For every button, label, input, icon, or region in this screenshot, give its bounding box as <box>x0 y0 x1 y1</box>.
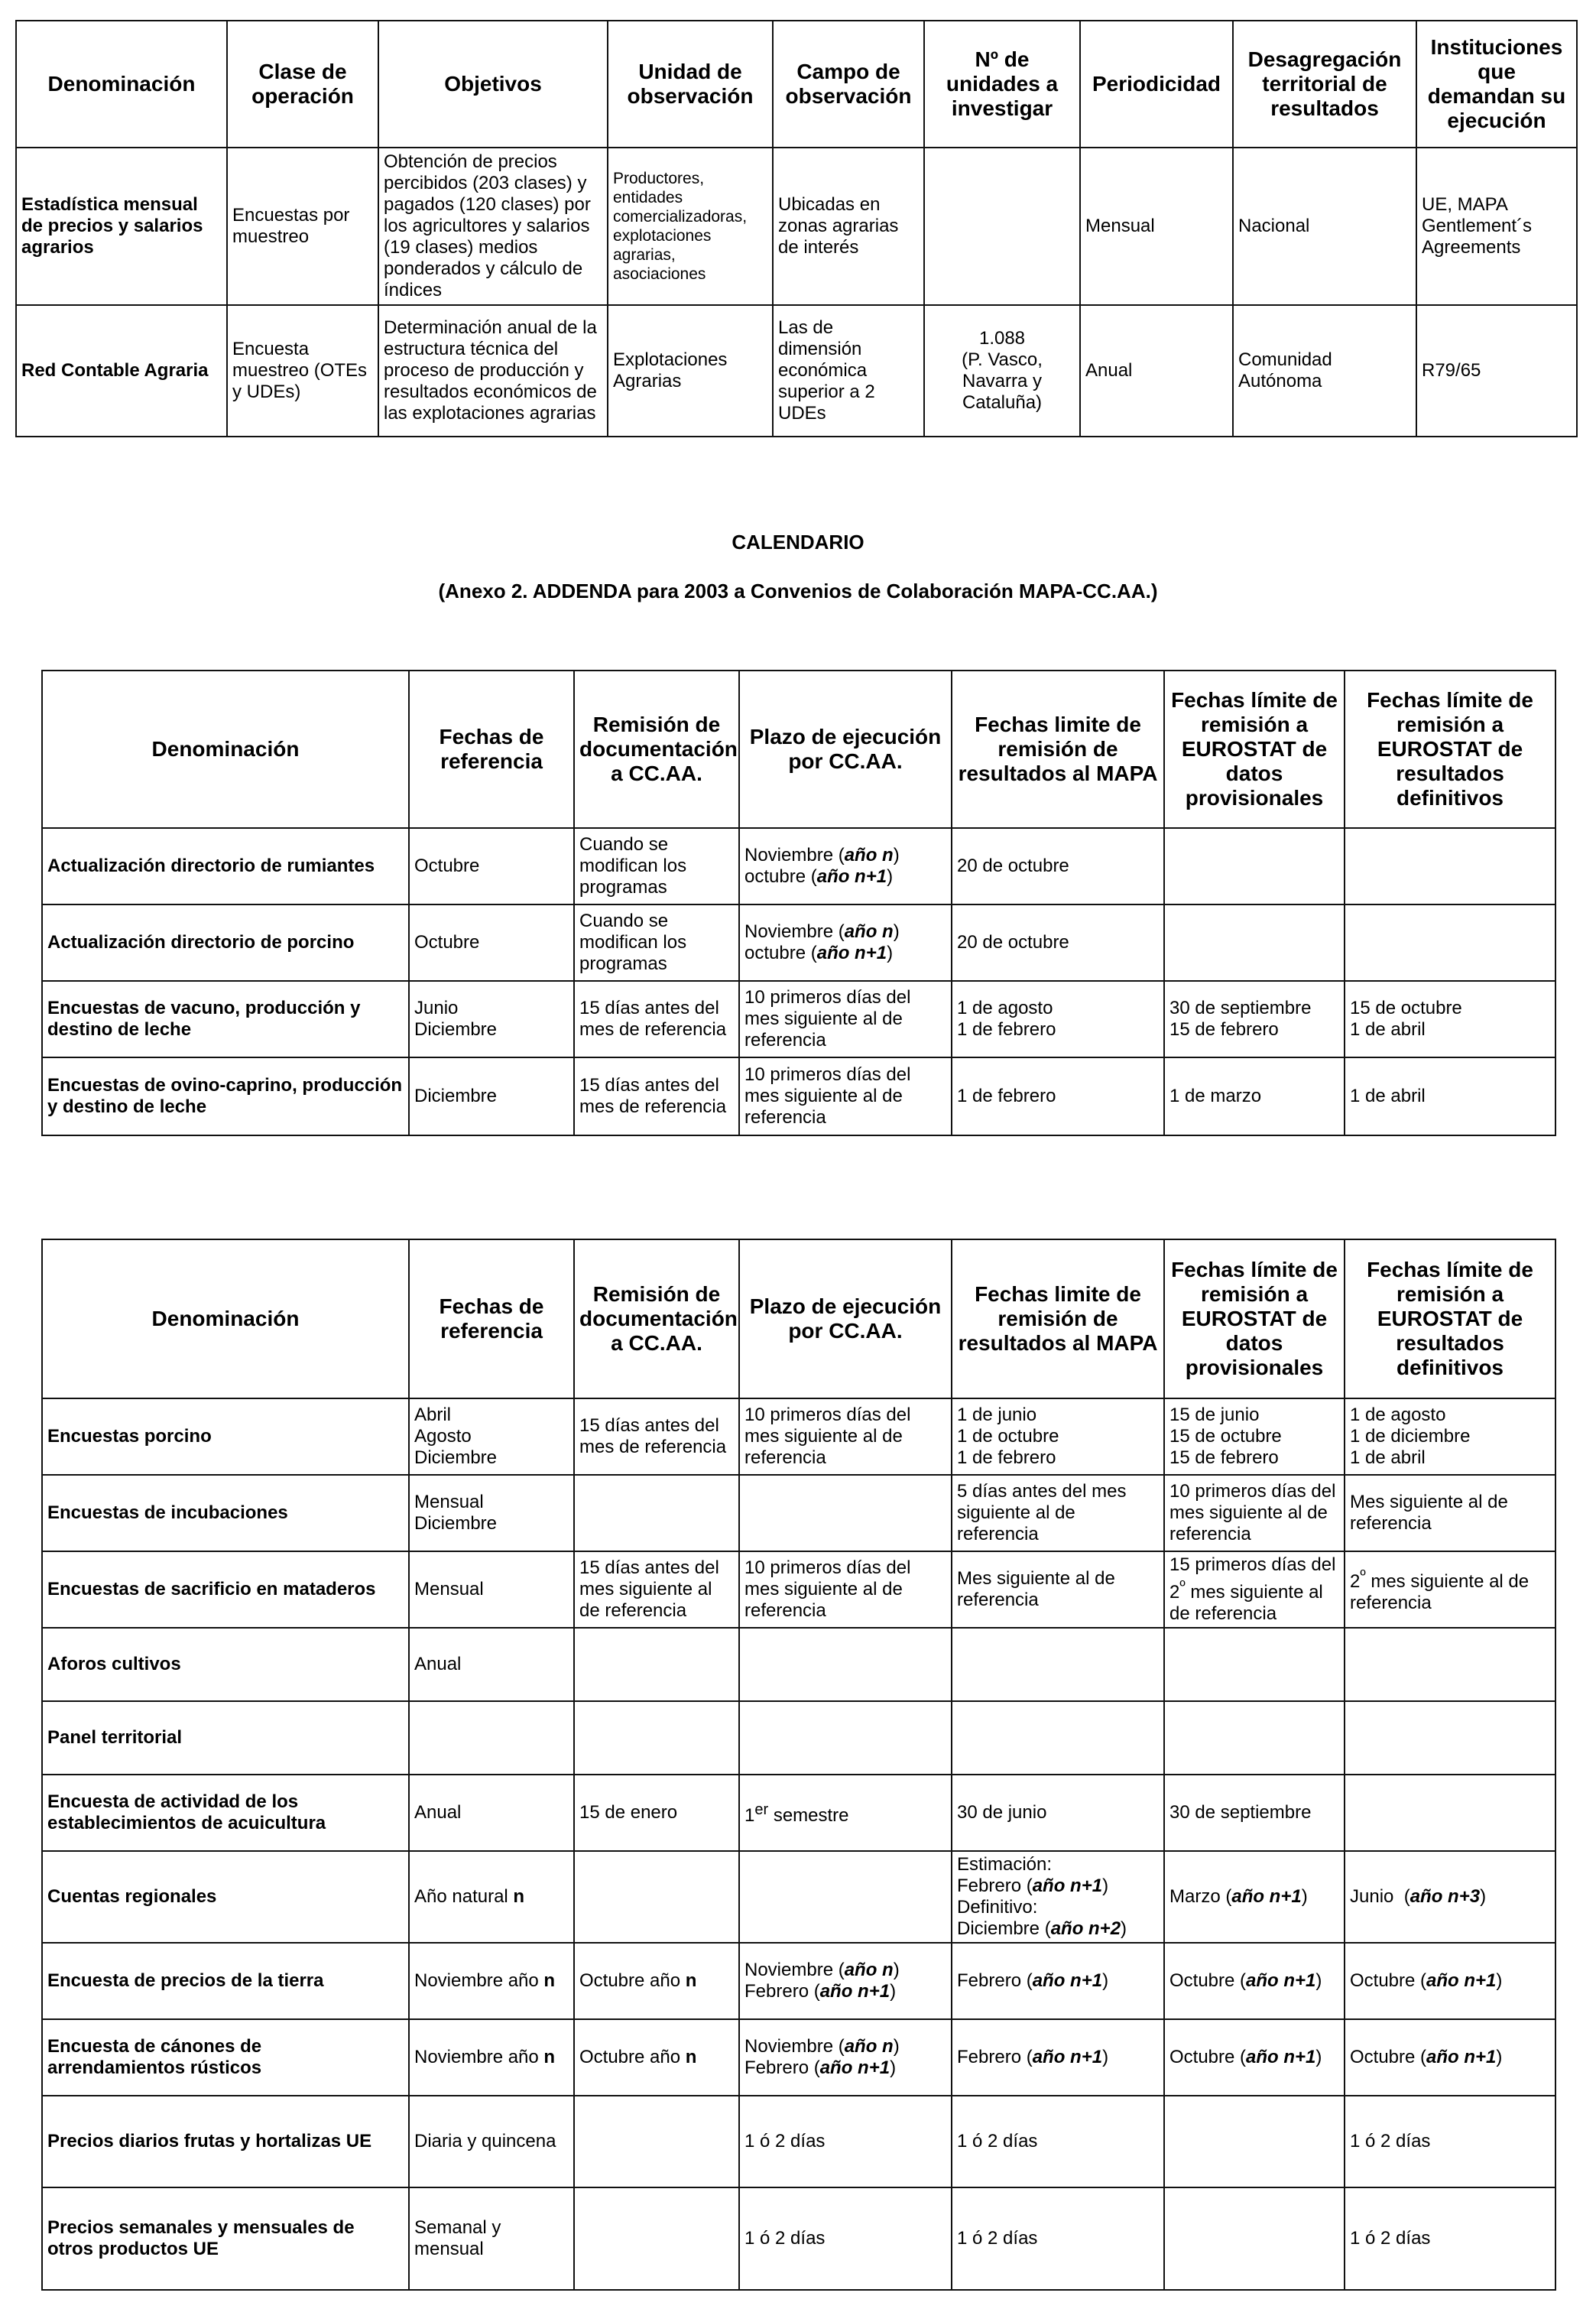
table-row <box>42 828 1555 904</box>
table2-header-row <box>42 671 1555 828</box>
table-cell: 1 de agosto 1 de diciembre 1 de abril <box>1345 1398 1555 1475</box>
table-cell <box>574 2096 739 2187</box>
row-denomination: Encuestas porcino <box>42 1398 409 1475</box>
table3-header: Remisión de documentación a CC.AA. <box>574 1239 739 1398</box>
row-denomination: Estadística mensual de precios y salarios agrarios <box>16 148 227 305</box>
table-cell: 1 ó 2 días <box>952 2096 1164 2187</box>
table-row <box>42 1398 1555 1475</box>
table-row <box>42 1057 1555 1135</box>
table-cell <box>1164 904 1345 981</box>
table-cell: Octubre <box>409 904 574 981</box>
table-cell <box>1164 2096 1345 2187</box>
table-cell <box>1345 1628 1555 1701</box>
row-denomination: Precios semanales y mensuales de otros productos UE <box>42 2187 409 2290</box>
table-cell: 5 días antes del mes siguiente al de referencia <box>952 1475 1164 1551</box>
table-cell: Semanal y mensual <box>409 2187 574 2290</box>
table-row <box>42 2187 1555 2290</box>
table1-header: Denominación <box>16 21 227 148</box>
table-cell: 1 ó 2 días <box>1345 2096 1555 2187</box>
table-cell: 15 días antes del mes de referencia <box>574 1057 739 1135</box>
table-cell: Anual <box>1080 305 1233 437</box>
row-denomination: Cuentas regionales <box>42 1851 409 1943</box>
row-denomination: Encuestas de ovino-caprino, producción y destino de leche <box>42 1057 409 1135</box>
table-cell: Determinación anual de la estructura técnica del proceso de producción y resultados económicos de las explotaciones agrarias <box>378 305 608 437</box>
table-cell: Octubre (año n+1) <box>1164 1943 1345 2019</box>
table-cell: Diaria y quincena <box>409 2096 574 2187</box>
cell-line: Febrero (año n+1) <box>957 1875 1109 1896</box>
table-cell: Octubre año n <box>574 2019 739 2096</box>
table1-header: Instituciones que demandan su ejecución <box>1416 21 1577 148</box>
table-cell: Mensual <box>1080 148 1233 305</box>
table-cell: Anual <box>409 1775 574 1851</box>
table-cell: 10 primeros días del mes siguiente al de referencia <box>1164 1475 1345 1551</box>
table3-header: Fechas limite de remisión de resultados al MAPA <box>952 1239 1164 1398</box>
table3-header: Fechas límite de remisión a EUROSTAT de datos provisionales <box>1164 1239 1345 1398</box>
table-cell <box>574 1701 739 1775</box>
table-cell: 1 de abril <box>1345 1057 1555 1135</box>
table-row <box>42 1851 1555 1943</box>
table-cell <box>739 1475 952 1551</box>
row-denomination: Encuesta de actividad de los establecimientos de acuicultura <box>42 1775 409 1851</box>
table2-header: Plazo de ejecución por CC.AA. <box>739 671 952 828</box>
table3-header: Fechas de referencia <box>409 1239 574 1398</box>
row-denomination: Encuestas de incubaciones <box>42 1475 409 1551</box>
table-cell: Febrero (año n+1) <box>952 1943 1164 2019</box>
table-cell <box>952 1701 1164 1775</box>
table-cell: 15 de junio 15 de octubre 15 de febrero <box>1164 1398 1345 1475</box>
table1-header: Unidad de observación <box>608 21 773 148</box>
table-cell <box>574 2187 739 2290</box>
table3-header: Plazo de ejecución por CC.AA. <box>739 1239 952 1398</box>
table-cell: 10 primeros días del mes siguiente al de referencia <box>739 981 952 1057</box>
table-cell <box>1345 828 1555 904</box>
table-cell: Noviembre (año n) octubre (año n+1) <box>739 828 952 904</box>
table-cell: Explotaciones Agrarias <box>608 305 773 437</box>
table-cell: Mes siguiente al de referencia <box>952 1551 1164 1628</box>
table-cell: Octubre (año n+1) <box>1345 2019 1555 2096</box>
table-cell: 10 primeros días del mes siguiente al de referencia <box>739 1551 952 1628</box>
calendar-subtitle: (Anexo 2. ADDENDA para 2003 a Convenios de Colaboración MAPA-CC.AA.) <box>438 580 1158 602</box>
table-cell: 15 días antes del mes de referencia <box>574 1398 739 1475</box>
table-cell: Diciembre <box>409 1057 574 1135</box>
row-denomination: Aforos cultivos <box>42 1628 409 1701</box>
table-cell <box>739 1701 952 1775</box>
table2-header: Fechas límite de remisión a EUROSTAT de resultados definitivos <box>1345 671 1555 828</box>
table-cell: Encuestas por muestreo <box>227 148 378 305</box>
table1-header: Objetivos <box>378 21 608 148</box>
table-cell: Abril Agosto Diciembre <box>409 1398 574 1475</box>
table-row <box>42 1701 1555 1775</box>
table-cell: Marzo (año n+1) <box>1164 1851 1345 1943</box>
table-cell: 10 primeros días del mes siguiente al de referencia <box>739 1057 952 1135</box>
table-cell <box>409 1701 574 1775</box>
table-cell: R79/65 <box>1416 305 1577 437</box>
cell-line: Estimación: <box>957 1854 1053 1875</box>
table-cell: 15 de enero <box>574 1775 739 1851</box>
table3-header-row <box>42 1239 1555 1398</box>
table-cell: Mensual <box>409 1551 574 1628</box>
table2-header: Fechas de referencia <box>409 671 574 828</box>
table2-header: Denominación <box>42 671 409 828</box>
table-row <box>42 1628 1555 1701</box>
table-cell: $2^º$ mes siguiente al de referencia <box>1345 1551 1555 1628</box>
table-cell <box>739 1628 952 1701</box>
cell-line: Diciembre (año n+2) <box>957 1918 1127 1939</box>
table-cell: Octubre <box>409 828 574 904</box>
table-cell: Octubre (año n+1) <box>1345 1943 1555 2019</box>
table-cell: Nacional <box>1233 148 1416 305</box>
table-cell: 1 ó 2 días <box>739 2096 952 2187</box>
row-denomination: Actualización directorio de rumiantes <box>42 828 409 904</box>
table-cell: Noviembre (año n) Febrero (año n+1) <box>739 1943 952 2019</box>
table-cell: Mensual Diciembre <box>409 1475 574 1551</box>
table-cell <box>952 1851 1164 1943</box>
table-cell: 15 de octubre 1 de abril <box>1345 981 1555 1057</box>
table-cell <box>1164 1701 1345 1775</box>
table-cell: 15 días antes del mes de referencia <box>574 981 739 1057</box>
table-cell: 1er semestre <box>739 1775 952 1851</box>
row-denomination: Encuestas de sacrificio en mataderos <box>42 1551 409 1628</box>
table-cell: 1 de junio 1 de octubre 1 de febrero <box>952 1398 1164 1475</box>
row-denomination: Actualización directorio de porcino <box>42 904 409 981</box>
table-cell: UE, MAPA Gentlement´s Agreements <box>1416 148 1577 305</box>
table-row <box>16 148 1577 305</box>
table-cell <box>739 1851 952 1943</box>
table-cell: 30 de septiembre 15 de febrero <box>1164 981 1345 1057</box>
table-row <box>42 2096 1555 2187</box>
calendar-table-2 <box>41 1239 1556 2291</box>
table-cell: Noviembre año n <box>409 1943 574 2019</box>
table-cell: 1 de febrero <box>952 1057 1164 1135</box>
table-cell <box>952 1628 1164 1701</box>
table-cell: 1.088 (P. Vasco, Navarra y Cataluña) <box>924 305 1080 437</box>
table-cell: Junio Diciembre <box>409 981 574 1057</box>
table-cell: 1 ó 2 días <box>739 2187 952 2290</box>
table1-header: Clase de operación <box>227 21 378 148</box>
table-row <box>42 1475 1555 1551</box>
row-denomination: Panel territorial <box>42 1701 409 1775</box>
table-row <box>42 1551 1555 1628</box>
table-cell: Febrero (año n+1) <box>952 2019 1164 2096</box>
table-cell: 15 días antes del mes siguiente al de referencia <box>574 1551 739 1628</box>
row-denomination: Encuesta de cánones de arrendamientos rústicos <box>42 2019 409 2096</box>
table-cell <box>1345 904 1555 981</box>
table-cell: Año natural n <box>409 1851 574 1943</box>
table-cell: Noviembre (año n) octubre (año n+1) <box>739 904 952 981</box>
table-cell <box>1164 2187 1345 2290</box>
table-cell: Encuesta muestreo (OTEs y UDEs) <box>227 305 378 437</box>
table-cell: Junio (año n+3) <box>1345 1851 1555 1943</box>
row-denomination: Precios diarios frutas y hortalizas UE <box>42 2096 409 2187</box>
table-cell: Mes siguiente al de referencia <box>1345 1475 1555 1551</box>
table-cell <box>574 1475 739 1551</box>
calendar-title: CALENDARIO <box>732 531 864 554</box>
table-cell: Las de dimensión económica superior a 2 UDEs <box>773 305 924 437</box>
table2-header: Fechas limite de remisión de resultados al MAPA <box>952 671 1164 828</box>
row-denomination: Encuesta de precios de la tierra <box>42 1943 409 2019</box>
table2-header: Fechas límite de remisión a EUROSTAT de datos provisionales <box>1164 671 1345 828</box>
table2-header: Remisión de documentación a CC.AA. <box>574 671 739 828</box>
table-row <box>42 981 1555 1057</box>
table-row <box>42 904 1555 981</box>
table3-header: Fechas límite de remisión a EUROSTAT de resultados definitivos <box>1345 1239 1555 1398</box>
table-cell: Octubre (año n+1) <box>1164 2019 1345 2096</box>
table3-header: Denominación <box>42 1239 409 1398</box>
table-cell <box>1164 1628 1345 1701</box>
table-cell: Cuando se modifican los programas <box>574 828 739 904</box>
row-denomination: Encuestas de vacuno, producción y destino de leche <box>42 981 409 1057</box>
table-cell <box>1345 1775 1555 1851</box>
table-cell: 20 de octubre <box>952 904 1164 981</box>
table-cell: 20 de octubre <box>952 828 1164 904</box>
table-cell: Noviembre año n <box>409 2019 574 2096</box>
table-cell: Productores, entidades comercializadoras, explotaciones agrarias, asociaciones <box>608 148 773 305</box>
table1-header: Periodicidad <box>1080 21 1233 148</box>
table1-header: Desagregación territorial de resultados <box>1233 21 1416 148</box>
table-cell <box>924 148 1080 305</box>
table-cell: 1 ó 2 días <box>1345 2187 1555 2290</box>
table-row <box>42 1943 1555 2019</box>
table-cell: 30 de junio <box>952 1775 1164 1851</box>
table-cell: 1 de agosto 1 de febrero <box>952 981 1164 1057</box>
table-cell: Octubre año n <box>574 1943 739 2019</box>
table1-header: Campo de observación <box>773 21 924 148</box>
table-row <box>42 2019 1555 2096</box>
cell-line: Definitivo: <box>957 1897 1038 1918</box>
table-row <box>16 305 1577 437</box>
table-cell <box>1164 828 1345 904</box>
table-cell: 15 primeros días del $2^º$ mes siguiente al de referencia <box>1164 1551 1345 1628</box>
table-cell: Cuando se modifican los programas <box>574 904 739 981</box>
table-cell <box>1345 1701 1555 1775</box>
table-cell <box>574 1628 739 1701</box>
table-row <box>42 1775 1555 1851</box>
row-denomination: Red Contable Agraria <box>16 305 227 437</box>
table-cell: Anual <box>409 1628 574 1701</box>
calendar-table-1 <box>41 670 1556 1136</box>
table-cell: Comunidad Autónoma <box>1233 305 1416 437</box>
table-cell: Noviembre (año n) Febrero (año n+1) <box>739 2019 952 2096</box>
table-cell: 1 ó 2 días <box>952 2187 1164 2290</box>
table-cell: Ubicadas en zonas agrarias de interés <box>773 148 924 305</box>
table-cell: 30 de septiembre <box>1164 1775 1345 1851</box>
table-cell: 1 de marzo <box>1164 1057 1345 1135</box>
table1-header: Nº de unidades a investigar <box>924 21 1080 148</box>
table-cell: Obtención de precios percibidos (203 clases) y pagados (120 clases) por los agricultores y salarios (19 clases) medios ponderados y cálculo de índices <box>378 148 608 305</box>
table-cell <box>574 1851 739 1943</box>
table-cell: 10 primeros días del mes siguiente al de referencia <box>739 1398 952 1475</box>
table1-header-row <box>16 21 1577 148</box>
statistics-table <box>15 20 1578 437</box>
